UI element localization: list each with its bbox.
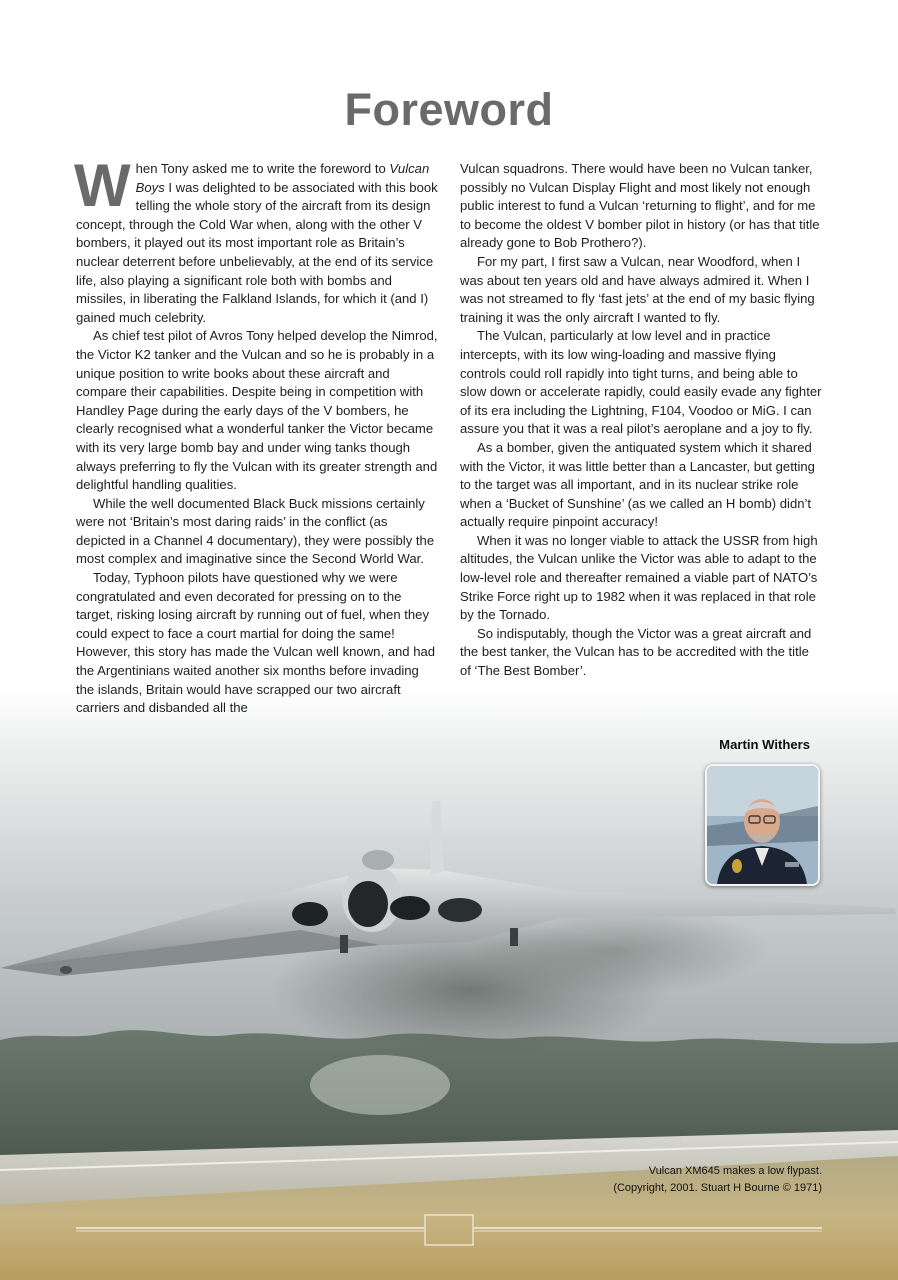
paragraph: While the well documented Black Buck missions certainly were not ‘Britain’s most daring raids’ in the conflict (as depicted in a Channel 4 documentary), they were possibly the most complex and imaginative since the Second World War. — [76, 495, 435, 567]
photo-caption — [540, 1163, 822, 1197]
paragraph: So indisputably, though the Victor was a great aircraft and the best tanker, the Vulcan has to be accredited with the title of ‘The Best Bomber’. — [460, 625, 812, 679]
paragraph: For my part, I first saw a Vulcan, near Woodford, when I was about ten years old and have always admired it. When I was not streamed to fly ‘fast jets’ at the end of my basic flying training it was the only aircraft I wanted to fly. — [460, 253, 815, 325]
paragraph: Vulcan squadrons. There would have been no Vulcan tanker, possibly no Vulcan Display Flight and most likely not enough public interest to fund a Vulcan ‘returning to flight’, and for me to become the oldest V bomber pilot in history (or has that title already gone to Bob Prothero?). — [460, 161, 820, 251]
paragraph: As chief test pilot of Avros Tony helped develop the Nimrod, the Victor K2 tanker and the Vulcan and so he is probably in a unique position to write books about these aircraft and compare their capabilities. Despite being in competition with Handley Page during the early days of the V bombers, he clearly recognised what a wonderful tanker the Victor became with its very large bomb bay and under wing tanks though always preferring to fly the Vulcan with its greater strength and delightful handling qualities. — [76, 328, 438, 493]
paragraph: When Tony asked me to write the foreword to Vulcan Boys I was delighted to be associated with this book telling the whole story of the aircraft from its design concept, through the Cold War when, along with the other V bombers, it played out its most important role as Britain’s nuclear deterrent before unbelievably, at the end of its service life, also playing a significant role both with bombs and missiles, in liberating the Falkland Islands, for which it (and I) gained much celebrity. — [74, 152, 438, 325]
caption-line: (Copyright, 2001. Stuart H Bourne © 1971) — [613, 1182, 822, 1194]
paragraph: The Vulcan, particularly at low level and in practice intercepts, with its low wing-loading and massive flying controls could roll rapidly into tight turns, and being able to slow down or accelerate rapidly, could easily evade any fighter of its era including the Lightning, F104, Voodoo or MiG. I can assure you that it was a real pilot’s aeroplane and a joy to fly. — [460, 328, 822, 437]
author-portrait-photo — [705, 764, 820, 886]
book-title: Vulcan Boys — [135, 161, 430, 195]
drop-cap: W — [74, 152, 131, 219]
text-column-left — [74, 152, 438, 718]
caption-line: Vulcan XM645 makes a low flypast. — [648, 1165, 822, 1177]
text-column-right — [460, 160, 822, 681]
author-signature: Martin Withers — [719, 737, 810, 752]
paragraph: When it was no longer viable to attack the USSR from high altitudes, the Vulcan unlike the Victor was able to adapt to the low-level role and thereafter remained a viable part of NATO’s Strike Force right up to 1982 when it was replaced in that role by the Tornado. — [460, 532, 818, 623]
paragraph: Today, Typhoon pilots have questioned why we were congratulated and even decorated for pressing on to the target, risking losing aircraft by running out of fuel, when they could expect to face a court martial for doing the same! However, this story has made the Vulcan well known, and had the Argentinians waited another six months before invading the islands, Britain would have scrapped our two aircraft carriers and disbanded all the — [76, 570, 436, 716]
footer-divider — [76, 1212, 822, 1248]
page-title: Foreword — [344, 84, 554, 135]
paragraph: As a bomber, given the antiquated system which it shared with the Victor, it was little better than a Lancaster, but getting to the target was all important, and in its nuclear strike role when a ‘Bucket of Sunshine’ (as we called an H bomb) didn’t actually require pinpoint accuracy! — [460, 439, 815, 530]
